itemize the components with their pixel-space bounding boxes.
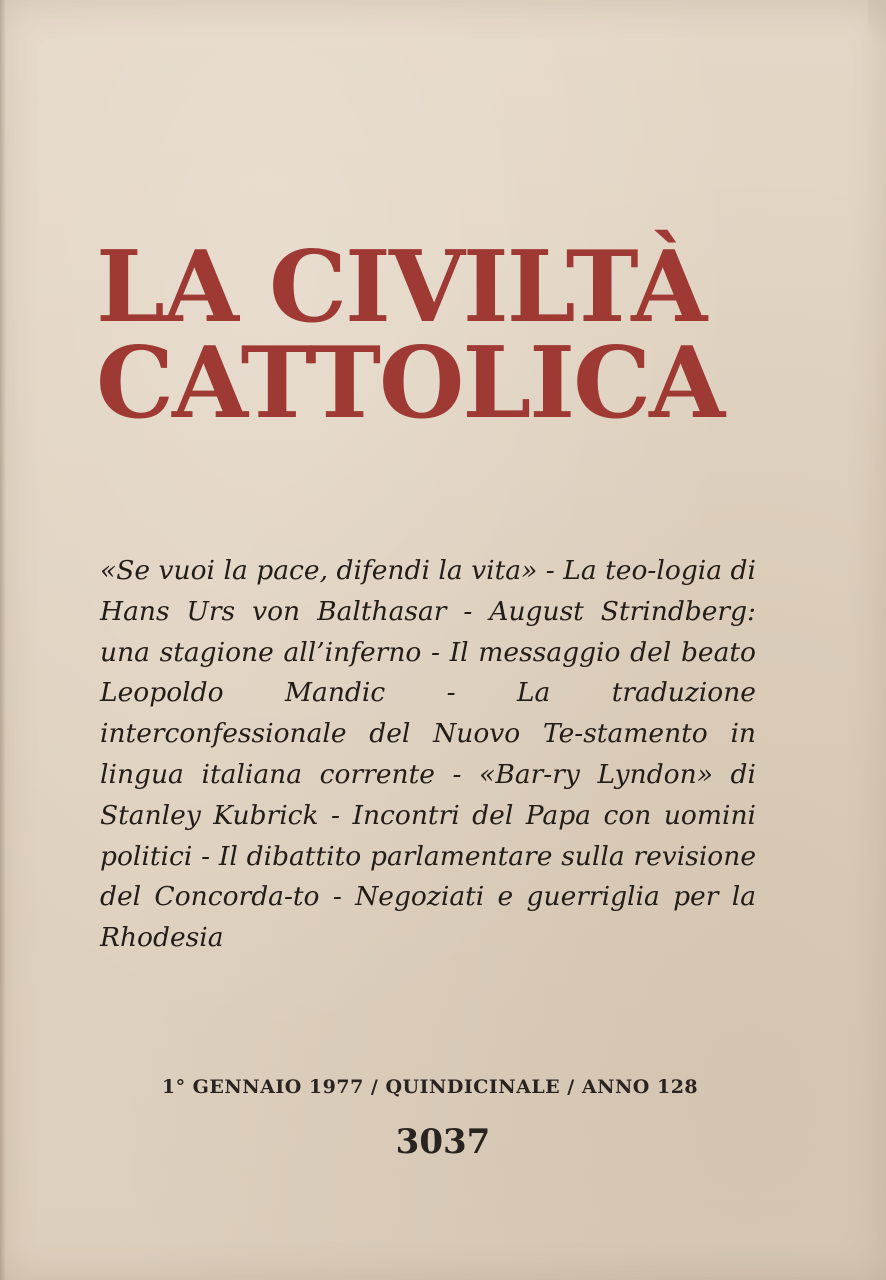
issue-date-line: 1° GENNAIO 1977 / QUINDICINALE / ANNO 128 bbox=[161, 1076, 699, 1098]
cover-corner-wear bbox=[868, 0, 886, 60]
masthead-line-2: CATTOLICA bbox=[96, 326, 724, 441]
contents-summary: «Se vuoi la pace, difendi la vita» - La teo-logia di Hans Urs von Balthasar - August Strindberg: una stagione all’inferno - Il messaggio del beato Leopoldo Mandic - La traduzione interconfessionale del Nuovo Te-stamento in lingua italiana corrente - «Bar-ry Lyndon» di Stanley Kubrick - Incontri del Papa con uomini politici - Il dibattito parlamentare sulla revisione del Concorda-to - Negoziati e guerriglia per la Rhodesia bbox=[100, 555, 756, 954]
cover-edge-shadow bbox=[0, 0, 6, 1280]
issue-number: 3037 bbox=[395, 1122, 491, 1162]
masthead-line-1: LA CIVILTÀ bbox=[96, 230, 706, 345]
masthead-title bbox=[96, 230, 776, 441]
